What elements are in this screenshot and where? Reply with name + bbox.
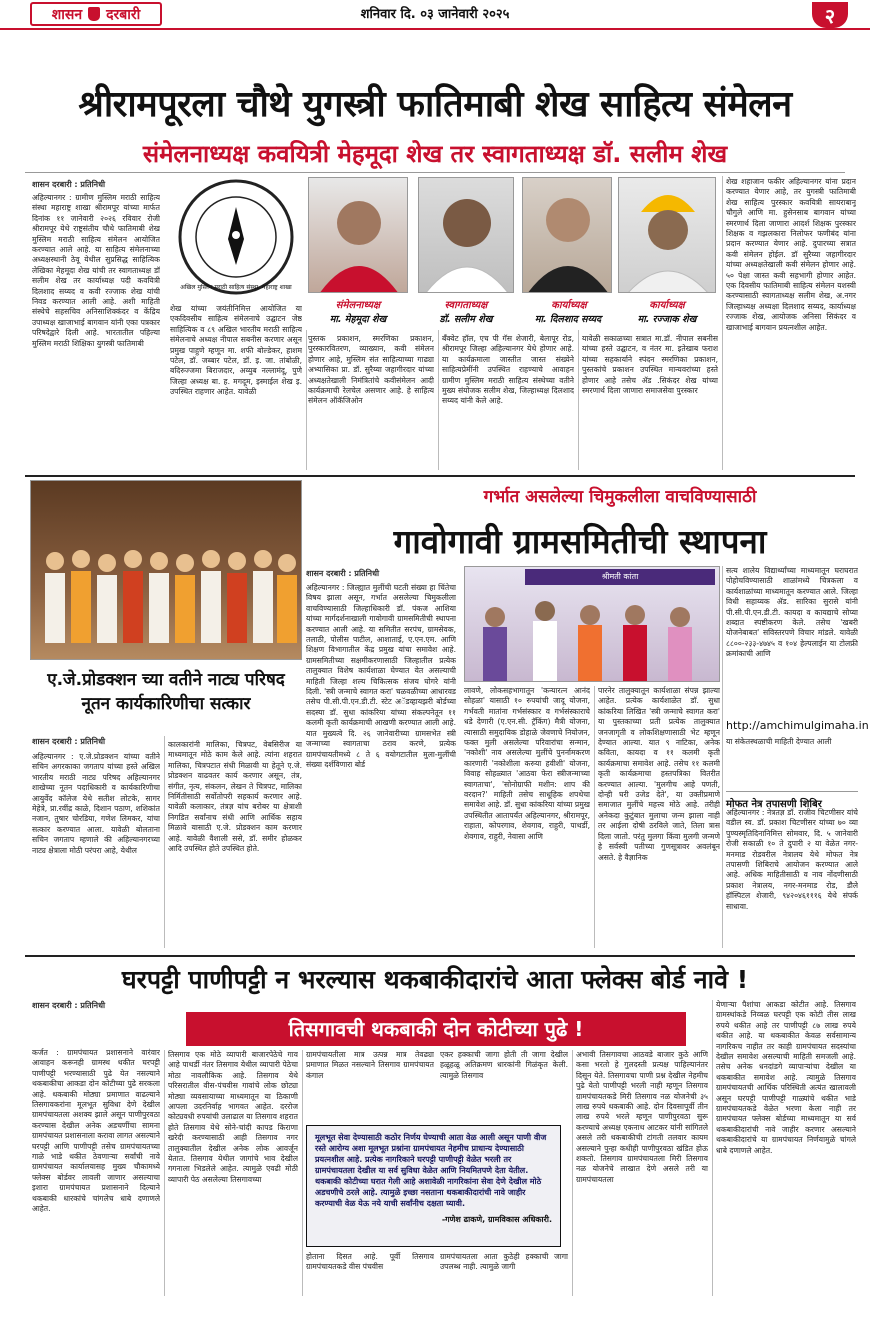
story2-col1: अहिल्यानगर : जिल्ह्यात मुलींची घटती संख्या हा चिंतेचा विषय झाला असून, गर्भात असलेल्या चिमुकलीला वाचविण्यासाठी जिल्हाधिकारी डॉ. पंकज आशिया यांच्या मार्गदर्शनाखाली गावोगावी ग्रामसमितीची स्थापना करण्यात आली आहे. या समितीत सरपंच, ग्रामसेवक, तलाठी, पोलीस पाटील, आशाताई, ए.एन.एम. आणि शिक्षण विभागातील केंद्र प्रमुख यांचा समावेश आहे. ग्रामसमितीच्या सक्षमीकरणासाठी जिल्हातील प्रत्येक तालुक्यात विशेष कार्यशाळा घेण्यात येत असल्याची माहिती जिल्हा शल्य चिकित्सक संजय घोगरे यांनी दिली. 'स्त्री जन्माचे स्वागत करा' चळवळीच्या आधारवड तसेच पी.सी.पी.एन.डी.टी. स्टेट अॅडव्हायझरी बोर्डच्या सदस्या डॉ. सुधा कांकरिया यांच्या संकल्पनेतून ११ कलमी कृती कार्यक्रमाची आखणी करण्यात आली आहे. यात मुख्यत्वे दि. २६ जानेवारीच्या ग्रामसभेत स्त्री जन्माच्या स्वागताचा ठराव करणे, प्रत्येक ग्रामपंचायतीमध्ये ८ ते ६ वयोगटातील मुला-मुलींची संख्या दर्शविणारा बोर्ड [306,583,456,769]
story4-col6: येणाऱ्या पैशांचा आकडा कोटीत आहे. तिसगाव ग्रामस्थांकडे निव्वळ घरपट्टी एक कोटी तीस लाख रुपये थकीत आहे तर पाणीपट्टी ८७ लाख रुपये थकीत आहे. या थकबाकीत केवळ सर्वसामान्य नागरिकच नाहीत तर काही ग्रामपंचायत सदस्यांचा देखील समावेश असल्याची माहिती समजली आहे. तसेच अनेक धनदांडगे व्यापाऱ्यांचा देखील या थकबाकीत समावेश आहे. त्यामुळे तिसगाव ग्रामपंचायतची आर्थिक परिस्थिती अत्यंत खालावली असून घरपट्टी पाणीपट्टी गाळ्यांचे थकीत भाडे ग्रामपंचायतकडे वेळेत भरणा केला नाही तर ग्रामपंचायत फ्लेक्स बोर्डच्या माध्यमातून या सर्व थकबाकीदारांची नावे जाहीर करणार असल्याने थकबाकीदारांचे या ग्रामपंचायत निर्णयामुळे चांगले धाबे दणाणले आहेत. [716,1000,856,1155]
story1-col1: अहिल्यानगर : ग्रामीण मुस्लिम मराठी साहित्य संस्था महाराष्ट्र शाखा श्रीरामपूर यांच्या मार्फत दिनांक ११ जानेवारी २०२६ रविवार रोजी श्रीरामपूर येथे राष्ट्रसंतीय चौथे फातिमाबी शेख मुस्लिम मराठी साहित्य संमेलन आयोजित करण्यात आले आहे. या साहित्य संमेलनाच्या अध्यक्षस्थानी ठेवू येथील सुप्रसिद्ध साहित्यिक लेखिका मेहमूदा शेख यांची तर स्वागताध्यक्ष डॉ सलीम शेख तर कार्याध्यक्ष पदी कवयित्री दिलशाद सय्यद व कवी रज्जाक शेख यांची निवड करण्यात आली आहे. अशी माहिती संस्थेचे सहसचिव अनिसाशिक्कंदर व केंद्रिय उपाध्यक्ष खाजाभाई बागवान यांनी एका पत्रकार परिषदेद्वारे दिली आहे. भारतातील पहिल्या मुस्लिम मराठी शिक्षिका युगस्त्री फातिमाबी [32,193,160,348]
story2-byline: शासन दरबारी : प्रतिनिधी [306,569,380,578]
newspaper-logo[interactable]: शासन दरबारी [30,2,162,26]
caption-name-4: मा. रज्जाक शेख [637,314,697,325]
story4-col1: कर्जत : ग्रामपंचायत प्रशासनाने वारंवार आवाहन करूनही ग्रामस्थ थकीत घरपट्टी पाणीपट्टी भरण्यासाठी पुढे येत नसल्याने थकबाकीचा आकडा दोन कोटीच्या पुढे सरकला आहे. थकबाकी मोठ्या प्रमाणात वाढल्याने तिसगावकरांना मूलभूत सुविधा देणे देखील ग्रामपंचायतला अशक्य झाले असून पाणीपुरवठा करण्यास देखील अनेक अडचणींचा सामना ग्रामपंचायत प्रशासनाला करावा लागत असल्याने घरपट्टी आणि पाणीपट्टी तसेच ग्रामपंचायतच्या गाळे भाडे थकीत ठेवणाऱ्या सर्वांची नावे ग्रामपंचायत कार्यालयासह मुख्य चौकामध्ये फ्लेक्स बोर्डवर लावली जाणार असल्याचा इशारा ग्रामपंचायत प्रशासनाने दिल्याने थकबाकी धारकांचे चांगलेच धाबे दणाणले आहेत. [32,1048,160,1214]
story2-col4b: या संकेतस्थळाची माहिती देण्यात आली [726,737,832,746]
story4-col4b: ग्रामपंचायतला आता कुठेही हक्काची जागा उपलब्ध नाही. त्यामुळे जागी [440,1252,568,1272]
caption-name-3: मा. दिलशाद सय्यद [534,314,602,325]
portrait-salim-shaikh [418,177,514,293]
story4-col4: एकर हक्काची जागा होती ती जागा देखील हळूहळू अतिक्रमण धारकांनी गिळंकृत केली. त्यामुळे तिसगाव [440,1050,568,1080]
story1-col6: शेख शहाजान फकीर अहिल्यानगर यांना प्रदान करण्यात येणार आहे, तर युगस्त्री फातिमाबी शेख साहित्य पुरस्कार कवयित्री सायराबानू चौगुले आणि मा. हुसेनसाब बागवान यांच्या स्मरणार्थ दिला जाणारा आदर्श शिक्षक पुरस्कार शिक्षक व गझलकारा निलोफर फणीबंद यांना प्रदान करण्यात येणार आहे. दुपारच्या सत्रात कवी संमेलन होईल. डॉ सुरैय्या जहागीरदार यांच्या अध्यक्षतेखाली कवी संमेलन होणार आहे. ५० पेक्षा जास्त कवी सहभागी होणार आहेत. एक दिवसीय फातिमाबी साहित्य संमेलन यशस्वी करण्यासाठी स्वागताध्यक्ष सलीम शेख, अ.नगर जिल्हाध्यक्ष अध्यक्षा दिलशाद सय्यद, कार्याध्यक्ष रज्जाक शेख, आयोजक अनिसा सिकंदर व खाजाभाई बागवान प्रयत्नशील आहेत. [726,177,856,332]
caption-role-4: कार्याध्यक्ष [649,300,685,311]
person-icon [619,178,716,293]
story1-subheadline: संमेलनाध्यक्ष कवयित्री मेहमूदा शेख तर स्वागताध्यक्ष डॉ. सलीम शेख [142,140,728,168]
group-photo-illustration [31,481,302,660]
column-rule [438,330,439,470]
story1-byline: शासन दरबारी : प्रतिनिधी [32,180,106,189]
column-rule [572,1050,573,1296]
story1-headline: श्रीरामपूरला चौथे युगस्त्री फातिमाबी शेख साहित्य संमेलन [78,84,792,125]
workshop-photo [464,566,720,682]
story4-col2: तिसगाव एक मोठे व्यापारी बाजारपेठेचे गाव आहे पाथर्डी नंतर तिसगाव येथील व्यापारी पेठेचा मोठा नावलौकिक आहे. तिसगाव येथे परिसरातील वीस-पंचवीस गावांचे लोक छोट्या मोठ्या व्यवसायाच्या माध्यमातून या ठिकाणी आपला उदरनिर्वाह भागवत आहेत. दररोज कोट्यवधी रुपयांची उलाढाल या तिसगाव शहरात होते तिसगाव येथे सोने-चांदी कापड किराणा खरेदी करण्यासाठी आही तिसगाव नगर तालुक्यातील देखील अनेक लोक आवर्जून येतात. तिसगाव येथील जागांचे भाव देखील गगनाला भिडलेले आहेत. त्यामुळे एवढी मोठी व्यापारी पेठ असलेल्या तिसगावच्या [168,1050,298,1184]
person-icon [309,178,408,293]
story2-col4: सत्य शालेय विद्यार्थ्यांच्या माध्यमातून घराघरात पोहोचविण्यासाठी शाळांमध्ये चित्रकला व कार्यशाळांच्या माध्यमातून करण्यात आले. जिल्हा विधी सहाय्यक ॲड. सारिका सुरासे यांनी पी.सी.पी.एन.डी.टी. कायदा व कायद्याचे सोप्या शब्दात स्पष्टीकरण केले. तसेच 'खबरी योजनेबाबत' सविस्तरपणे विचार मांडले. यावेळी ८८००-२३३-४७४५ व १०४ हेल्पलाईन या टोलफ्री क्रमांकाची आणि [726,566,858,659]
story1-col3: पुस्तक प्रकाशन, स्मरणिका प्रकाशन, पुरस्कारवितरण, व्याख्यान, कवी संमेलन होणार आहे, मुस्लिम संत साहित्याच्या गाढ्या अभ्यासिका प्रा. डॉ. सुरैय्या जहागीरदार यांच्या अध्यक्षतेखाली निमंत्रितांचे कवीसंमेलन आदी कार्यक्रमाची रेलचेल असणार आहे. हे साहित्य संमेलन ऑकॅजिओन [308,334,434,406]
column-rule [302,1050,303,1296]
caption-role-1: संमेलनाध्यक्ष [335,300,381,311]
caption-role-3: कार्याध्यक्ष [551,300,587,311]
person-icon [523,178,612,293]
divider [25,172,845,173]
section-divider [25,475,855,477]
caption-role-2: स्वागताध्यक्ष [444,300,488,311]
portrait-razzak-shaikh [618,177,716,293]
story4-subheadline: तिसगावची थकबाकी दोन कोटीच्या पुढे ! [186,1012,686,1046]
caption-name-1: मा. मेहमूदा शेख [329,314,387,325]
group-felicitation-photo [30,480,302,660]
emblem-ring-icon [170,177,302,297]
emblem-caption: अखिल मुस्लिम मराठी साहित्य संस्था, महाराष्ट्र शाखा [180,284,292,291]
dateline: शनिवार दि. ०३ जानेवारी २०२५ [360,7,510,22]
portrait-mehmooda-shaikh [308,177,408,293]
column-rule [578,330,579,470]
story3-col2: कालकारांनी मालिका, चित्रपट, वेबसिरीज या माध्यमातून मोठे काम केले आहे. त्यांना शहरात मालिका, चित्रपटात संधी मिळावी या हेतूने ए.जे. प्रोडक्शन वाढवतर कार्य करणार असून, तंत्र, संगीत, नृत्य, संकलन, लेखन ते चित्रपट, मालिका निर्मितीसाठी सर्वोतोपरी सहकार्य करणार आहे. यावेळी कलाकार, तंत्रज्ञ यांच बरोबर या क्षेत्राशी निगडित सर्वांनाच संधी आणि आर्थिक सहाय मिळावे यासाठी ए.जे. प्रोडक्शन काम करणार आहे. यावेळी वैशाली ससे, डॉ. समीर होळकर आदि उपस्थित होते उपस्थित होते. [168,740,302,854]
quote-attribution: -गणेश ढाकणे, ग्रामविकास अधिकारी. [441,1215,552,1224]
eye-camp-body: अहिल्यानगर : नेत्रतज्ञ डॉ. राजीव चिटणीसर यांचे वडील स्व. डॉ. प्रकाश चिटणीसर यांच्या ७० व्या पुण्यस्मृतिदिनानिमित्त सोमवार, दि. ५ जानेवारी रोजी सकाळी १० ते दुपारी २ या वेळेत नगर-मनमाड रोडवरील नेत्रालय येथे मोफत नेत्र तपासणी शिबिराचे आयोजन करण्यात आले आहे. अधिक माहितीसाठी व नाव नोंदणीसाठी प्रकाश नेत्रालय, नगर-मनमाड रोड, डौले हॉस्पिटल शेजारी, ९४२०४६१११६ येथे संपर्क साधावा. [726,808,858,911]
story3-byline: शासन दरबारी : प्रतिनिधी [32,737,106,746]
workshop-banner: श्रीमती कांता [525,569,715,585]
caption-name-2: डॉ. सलीम शेख [439,314,493,325]
emblem-icon [88,7,100,21]
story4-byline: शासन दरबारी : प्रतिनिधी [32,1001,106,1010]
page-number: २ [812,2,848,28]
story4-col3b: होताना दिसत आहे. पूर्वी तिसगाव ग्रामपंचायतकडे वीस पंचवीस [306,1252,434,1272]
story2-col2: लावणे, लोकसहभागातून 'कन्यारत्न आनंद सोहळा' यासाठी १० रुपयांची जादू योजना, गर्भवती मातांना गर्भसंस्कार व गर्भसंस्काराचे धडे देणारी (ए.एन.सी. ट्रॅकिंग) मैत्री योजना, त्यासाठी समुदायिक डोहाळे जेवणाचे नियोजन, फक्त मुली असलेल्या परिवारांचा सन्मान, 'नकोशी' नाव असलेल्या मुलींचे पुनर्नामकरण कारणारी 'नकोशीला करुया हवीशी' योजना, विवाह सोहळ्यात 'आठवा फेरा स्त्रीजन्माच्या स्वागताचा', 'सोनोग्राफी मशीन: शाप की वरदान?' माहिती तसेच साधूहिक शपथेचा समावेश आहे. डॉ. सुधा कांकरिया यांच्या प्रमुख उपस्थितीत आतापर्यंत अहिल्यानगर, श्रीरामपूर, राहाता, कोपरगाव, शेवगाव, राहुरी, पाथर्डी, शेवगाव, राहुरी, नेवासा आणि [464,686,590,841]
story4-col5: अभावी तिसगावचा आठवडे बाजार कुठे आणि कसा भरतो हे गुलदस्ती प्रत्यक्ष पाहिल्यानंतर दिसून येते. तिसगावचा पाणी प्रश्न देखील नेहमीच पुढे येतो पाणीपट्टी भरली नाही म्हणून तिसगाव ग्रामपंचायतकडे मिरी तिसगाव नळ योजनेची ३५ लाख रुपये थकबाकी आहे. दोन दिवसापूर्वी तीन लाख रुपये भरले म्हणून पाणीपुरवठा सुरू करण्याचे अध्यक्ष एकनाथ आटकर यांनी सांगितले असले तरी थकबाकीची टांगती तलवार कायम असल्याने पुन्हा कधीही पाणीपुरवठा खंडित होऊ शकतो. तिसगाव ग्रामपंचायतला मिरी तिसगाव नळ योजनेचे लाखात देणे असले तरी या ग्रामपंचायतला [576,1050,708,1184]
story3-col1: अहिल्यानगर : ए.जे.प्रोडक्शन यांच्या वतीने सचिन अगरकाका जगताप यांच्या हस्ते अखिल भारतीय मराठी नाट्य परिषद अहिल्यानगर शाखेच्या नूतन पदाधिकारी व कार्यकारिणीचा आयुर्वेद कॉलेज येथे सतीश लोटके, सागर मेहेत्रे, प्रा.रवींद्र काळे, दिशान पठाण, शशिकांत नजान, तुषार चोरडिया, गणेश लिमकर, यांचा सत्कार करण्यात आला. यावेळी बोलताना सचिन जगताप म्हणाले की अहिल्यानगरच्या नाट्य क्षेत्राला मोठी परंपरा आहे, येथील [32,752,160,855]
column-rule [306,330,307,470]
helpline-website-link[interactable]: http://amchimulgimaha.in [726,719,869,732]
column-rule [722,566,723,948]
eye-camp-title: मोफत नेत्र तपासणी शिबिर [726,791,858,810]
story1-col5: यावेळी सकाळच्या सत्रात मा.डॉ. नीपाल सबनीस यांच्या हस्ते उद्घाटन, व नंतर मा. इतेखाब फराश यांच्या सहकार्याने स्पंदन स्मरणिका प्रकाशन, पुस्तकांचे प्रकाशन उपस्थित मान्यवरांच्या हस्ते होणार आहे तसेच ॲड .सिकंदर शेख यांच्या स्मरणार्थ दिला जाणारा समाजसेवा पुरस्कार [582,334,718,396]
portrait-dilshad-sayyad [522,177,612,293]
section-divider [25,955,855,957]
column-rule [164,1050,165,1296]
story2-kicker: गर्भात असलेल्या चिमुकलीला वाचविण्यासाठी [483,487,757,507]
quote-text: मूलभूत सेवा देण्यासाठी कठोर निर्णय घेण्याची आता वेळ आली असून पाणी वीज रस्ते आरोग्य अशा मूलभूत प्रश्नांना ग्रामपंचायत नेहमीच प्राधान्य देण्यासाठी प्रयत्नशील आहे. प्रत्येक नागरिकाने घरपट्टी पाणीपट्टी वेळेत भरली तर ग्रामपंचायतला देखील या सर्व सुविधा वेळेत आणि नियमितपणे देता येतील. थकबाकी कोटीच्या घरात गेली आहे अशावेळी नागरिकांना सेवा देणे देखील मोठे अडचणीचे ठरले आहे. त्यामुळे इच्छा नसताना थकबाकीदारांची नावे जाहीर करण्याची वेळ येऊ नये याची सर्वांनीच दक्षता घ्यावी. [315,1133,547,1208]
story1-col4: बँक्वेट हॉल, एच पी गॅस शेजारी, बेलापूर रोड, श्रीरामपूर जिल्हा अहिल्यानगर येथे होणार आहे. या कार्यक्रमाला जास्तीत जास्त संख्येने साहित्यप्रेमींनी उपस्थित राहण्याचे आवाहन ग्रामीण मुस्लिम मराठी साहित्य संस्थेच्या वतीने मुख्य संयोजक सलीम शेख, जिल्हाध्यक्ष दिलशाद सय्यद यांनी केले आहे. [442,334,574,406]
column-rule [712,1000,713,1296]
column-rule [594,686,595,948]
sahitya-emblem [170,177,302,297]
story3-headline: ए.जे.प्रोडक्शन च्या वतीने नाट्य परिषद नूतन कार्यकारिणीचा सत्कार [30,660,302,730]
story2-headline: गावोगावी ग्रामसमितीची स्थापना [393,522,767,561]
story4-col3: ग्रामपंचायतीला मात्र उत्पन्न मात्र तेवढ्या प्रमाणात मिळत नसल्याने तिसगाव ग्रामपंचायत कंगाल [306,1050,434,1080]
story2-col3: पारनेर तालुक्यातून कार्यशाळा संपन्न झाल्या आहेत. प्रत्येक कार्यशाळेत डॉ. सुधा कांकरिया लिखित 'स्त्री जन्माचे स्वागत करा' या पुस्तकाच्या प्रती प्रत्येक तालुक्यात जनजागृती व लोकशिक्षणासाठी भेट म्हणून देण्यात आल्या. यात ९ नाटिका, अनेक कविता, कायदा व ११ कलमी कृती कार्यक्रमाचा समावेश आहे. तसेच ११ कलमी कृती कार्यक्रमाचा हस्तपत्रिका वितरीत करण्यात आल्या. 'मुलगीच आहे पणती, दोन्ही घरी उजेड देते', या उक्तीप्रमाणे समाजात मुलींचे महत्त्व मोठे आहे. तरीही अनेकदा कुटुंबात मुलाचा जन्म झाला नाही तर आईला दोषी ठरविले जाते, तिला त्रास दिला जातो. परंतु मुलगा किंवा मुलगी जन्मणे हे सर्वस्वी पतीच्या गुणसूत्रावर अवलंबून असते. हे वैज्ञानिक [598,686,720,862]
column-rule [722,176,723,470]
story4-headline: घरपट्टी पाणीपट्टी न भरल्यास थकबाकीदारांचे आता फ्लेक्स बोर्ड नावे ! [121,965,749,994]
masthead-bar [0,0,870,30]
official-quote-box [306,1125,561,1247]
person-icon [419,178,514,293]
column-rule [164,736,165,948]
story1-col2: शेख यांच्या जयंतीनिमित्त आयोजित या एकदिवसीय साहित्य संमेलनाचे उद्घाटन जेष्ठ साहित्यिक व ८९ अखिल भारतीय मराठी साहित्य संमेलनाचे अध्यक्ष नीपाल सबनीस करणार असून प्रमुख पाहुणे म्हणून मा. शफी बोल्डेकर, हाशम पटेल, डॉ. जब्बार पटेल, डॉ. इ. जा. तांबोळी, बदिरुज्जमा बिराजदार, अय्युब नल्लामंदू, पुणे जिल्हा अध्यक्ष बा. ह. मगदूम, इस्माईल शेख इ. उपस्थित राहणार आहेत. यावेळी [170,304,302,397]
